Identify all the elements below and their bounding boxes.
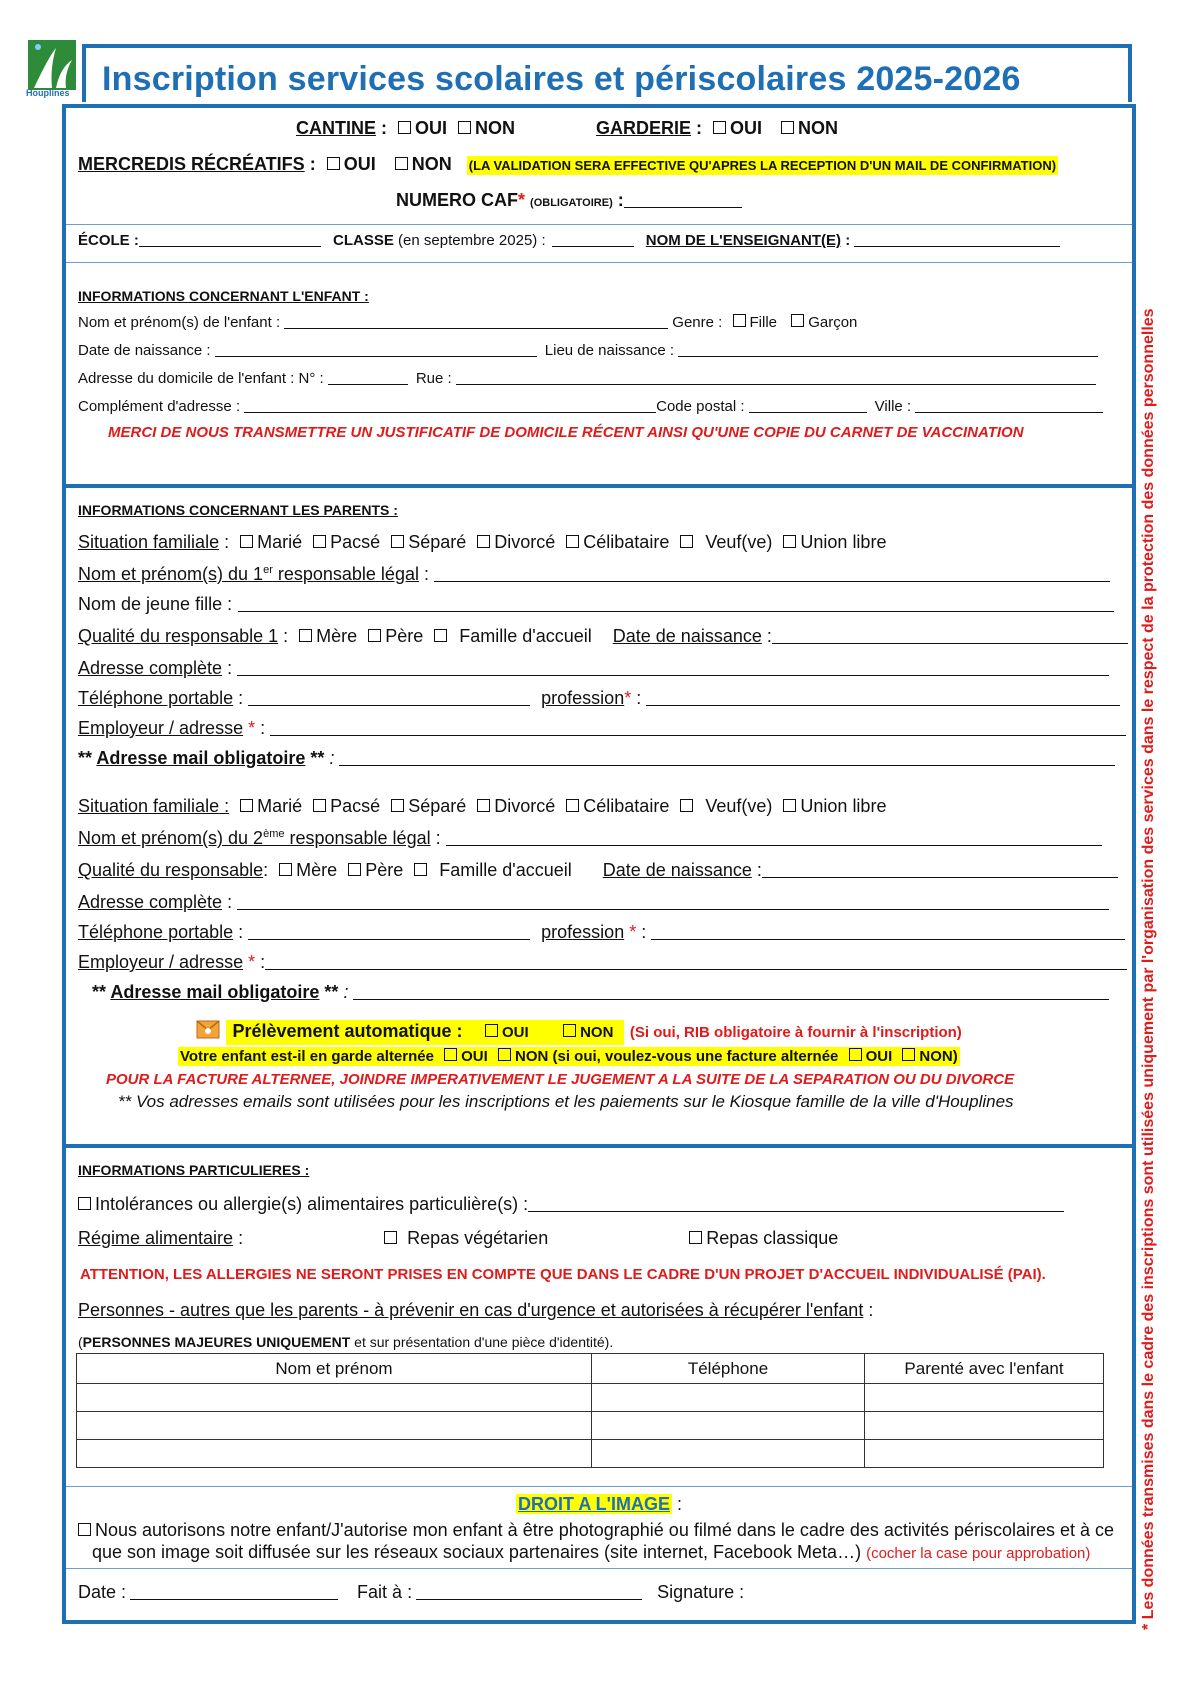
mercredis-non-checkbox[interactable] <box>395 157 408 170</box>
profession2-input[interactable] <box>651 925 1125 940</box>
child-notice: MERCI DE NOUS TRANSMETTRE UN JUSTIFICATIF DE DOMICILE RÉCENT AINSI QU'UNE COPIE DU CARNET DE VACCINATION <box>108 424 1024 441</box>
situation1-pacse-checkbox[interactable] <box>313 535 326 548</box>
prelevement-row <box>196 1018 962 1042</box>
situation2-pacse: Pacsé <box>330 796 381 816</box>
situation2-union: Union libre <box>800 796 887 816</box>
resp1-name-input[interactable] <box>434 567 1110 582</box>
majeures-bold: PERSONNES MAJEURES UNIQUEMENT <box>82 1334 351 1350</box>
attention-notice: ATTENTION, LES ALLERGIES NE SERONT PRISES EN COMPTE QUE DANS LE CADRE D'UN PROJET D'ACCUEIL INDIVIDUALISÉ (PAI). <box>80 1266 1046 1283</box>
garde-end: NON) <box>919 1048 958 1065</box>
image-line2: que son image soit diffusée sur les réseaux sociaux partenaires (site internet, Facebook Meta…) <box>92 1542 862 1562</box>
qualite1-pere: Père <box>385 626 424 646</box>
facture-oui: OUI <box>865 1048 893 1065</box>
droit-image-heading: DROIT A L'IMAGE <box>518 1494 670 1514</box>
profession1-label: profession <box>541 688 625 708</box>
employeur2-label: Employeur / adresse <box>78 952 244 972</box>
rue-label: Rue : <box>415 370 452 387</box>
personnes-label: Personnes - autres que les parents - à prévenir en cas d'urgence et autorisées à récupérer l'enfant <box>78 1300 864 1320</box>
situation1-marie: Marié <box>257 532 303 552</box>
situation2-marie-checkbox[interactable] <box>240 799 253 812</box>
resp1-name-row: Nom et prénom(s) du 1er responsable légal : <box>78 564 1110 585</box>
caf-input[interactable] <box>624 193 742 208</box>
child-birth-row <box>78 342 1098 359</box>
mail1-input[interactable] <box>339 751 1115 766</box>
prelevement-note: (Si oui, RIB obligatoire à fournir à l'inscription) <box>629 1024 962 1041</box>
situation1-pacse: Pacsé <box>330 532 381 552</box>
side-note: * Les données transmises dans le cadre des inscriptions sont utilisées uniquement par l'organisation des services dans le respect de la protection des données personnelles <box>1140 308 1157 1630</box>
mail2-label: Adresse mail obligatoire <box>110 982 320 1002</box>
fait-input[interactable] <box>416 1585 642 1600</box>
resp2-name-row: Nom et prénom(s) du 2ème responsable légal : <box>78 828 1102 849</box>
qualite2-famille-checkbox[interactable] <box>414 863 427 876</box>
situation1-celibataire-checkbox[interactable] <box>566 535 579 548</box>
table-cell[interactable] <box>865 1384 1104 1412</box>
col-telephone: Téléphone <box>592 1354 865 1384</box>
garde-non-checkbox[interactable] <box>498 1048 511 1061</box>
ecole-label: ÉCOLE : <box>78 232 139 249</box>
signature-label: Signature : <box>657 1582 745 1602</box>
qualite2-mere: Mère <box>296 860 338 880</box>
birth-input[interactable] <box>215 342 537 357</box>
garde-oui-checkbox[interactable] <box>444 1048 457 1061</box>
employeur1-row: Employeur / adresse * : <box>78 718 1126 739</box>
enseignant-input[interactable] <box>854 232 1060 247</box>
situation2-separe-checkbox[interactable] <box>391 799 404 812</box>
table-header-row <box>77 1354 1104 1384</box>
cantine-non-label: NON <box>475 118 516 138</box>
employeur1-label: Employeur / adresse <box>78 718 244 738</box>
image-consent-checkbox[interactable] <box>78 1523 91 1536</box>
signature-row <box>78 1582 744 1603</box>
situation1-separe: Séparé <box>408 532 467 552</box>
school-row: ÉCOLE : CLASSE (en septembre 2025) : NOM DE L'ENSEIGNANT(E) : <box>78 232 1060 249</box>
garde-row <box>178 1048 960 1065</box>
qualite2-label: Qualité du responsable <box>78 860 264 880</box>
classe-note: (en septembre 2025) : <box>398 232 546 249</box>
situation2-veuf: Veuf(ve) <box>705 796 773 816</box>
classe-input[interactable] <box>552 232 634 247</box>
table-cell[interactable] <box>77 1384 592 1412</box>
adresse1-input[interactable] <box>237 661 1109 676</box>
parents-heading: INFORMATIONS CONCERNANT LES PARENTS : <box>78 502 398 518</box>
mercredis-label: MERCREDIS RÉCRÉATIFS <box>78 154 305 174</box>
situation2-union-checkbox[interactable] <box>783 799 796 812</box>
qualite2-famille: Famille d'accueil <box>439 860 572 880</box>
situation2-separe: Séparé <box>408 796 467 816</box>
adresse1-row: Adresse complète : <box>78 658 1109 679</box>
qualite1-pere-checkbox[interactable] <box>368 629 381 642</box>
allergies-checkbox[interactable] <box>78 1197 91 1210</box>
caf-row: NUMERO CAF* (OBLIGATOIRE) : <box>396 190 742 211</box>
complement-input[interactable] <box>244 398 656 413</box>
classe-label: CLASSE <box>333 232 394 249</box>
fait-label: Fait à : <box>357 1582 413 1602</box>
image-consent-row <box>78 1520 1114 1541</box>
postal-input[interactable] <box>749 398 867 413</box>
mail1-row: ** Adresse mail obligatoire ** : <box>78 748 1115 769</box>
table-row <box>77 1412 1104 1440</box>
mercredis-note: (LA VALIDATION SERA EFFECTIVE QU'APRES LA RECEPTION D'UN MAIL DE CONFIRMATION) <box>468 158 1057 173</box>
classique-checkbox[interactable] <box>689 1231 702 1244</box>
cantine-label: CANTINE <box>296 118 376 138</box>
prelevement-oui-checkbox[interactable] <box>485 1024 498 1037</box>
garderie-non-label: NON <box>798 118 839 138</box>
postal-label: Code postal : <box>656 398 745 415</box>
tel1-row: Téléphone portable : profession* : <box>78 688 1120 709</box>
garcon-checkbox[interactable] <box>791 314 804 327</box>
situation1-divorce: Divorcé <box>494 532 556 552</box>
ecole-input[interactable] <box>139 232 321 247</box>
qualite2-pere-checkbox[interactable] <box>348 863 361 876</box>
table-cell[interactable] <box>592 1412 865 1440</box>
situation1-separe-checkbox[interactable] <box>391 535 404 548</box>
dob1-input[interactable] <box>772 629 1128 644</box>
regime-label: Régime alimentaire <box>78 1228 234 1248</box>
situation2-veuf-checkbox[interactable] <box>680 799 693 812</box>
mail2-input[interactable] <box>353 985 1109 1000</box>
ville-input[interactable] <box>915 398 1103 413</box>
particulieres-heading: INFORMATIONS PARTICULIERES : <box>78 1162 310 1178</box>
qualite1-mere-checkbox[interactable] <box>299 629 312 642</box>
image-line1: Nous autorisons notre enfant/J'autorise mon enfant à être photographié ou filmé dans le cadre des activités périscolaires et à ce <box>95 1520 1115 1540</box>
situation2-celibataire: Célibataire <box>583 796 670 816</box>
situation2-divorce-checkbox[interactable] <box>477 799 490 812</box>
mail1-label: Adresse mail obligatoire <box>96 748 306 768</box>
situation1-veuf-checkbox[interactable] <box>680 535 693 548</box>
prelevement-label: Prélèvement automatique : <box>232 1021 463 1041</box>
garde-oui: OUI <box>461 1048 488 1065</box>
employeur2-row: Employeur / adresse * : <box>78 952 1127 973</box>
prelevement-non: NON <box>580 1024 614 1041</box>
garderie-label: GARDERIE <box>596 118 692 138</box>
emails-note: ** Vos adresses emails sont utilisées pour les inscriptions et les paiements sur le Kiosque famille de la ville d'Houplines <box>118 1092 1014 1111</box>
allergies-label: Intolérances ou allergie(s) alimentaires particulière(s) : <box>95 1194 529 1214</box>
classique-label: Repas classique <box>706 1228 839 1248</box>
adresse2-input[interactable] <box>237 895 1109 910</box>
situation2-row: Situation familiale : Marié Pacsé Séparé Divorcé Célibataire Veuf(ve) Union libre <box>78 796 887 816</box>
complement-label: Complément d'adresse : <box>78 398 241 415</box>
situation2-label: Situation familiale <box>78 796 220 816</box>
regime-row: Régime alimentaire : Repas végétarien Repas classique <box>78 1228 839 1248</box>
table-cell[interactable] <box>77 1412 592 1440</box>
tel1-input[interactable] <box>248 691 530 706</box>
tel2-label: Téléphone portable <box>78 922 234 942</box>
title-box <box>82 44 1132 102</box>
mail2-row: ** Adresse mail obligatoire ** : <box>92 982 1109 1003</box>
num-input[interactable] <box>328 370 408 385</box>
form-box <box>62 104 1136 1624</box>
situation1-union-checkbox[interactable] <box>783 535 796 548</box>
child-address-row <box>78 370 1096 387</box>
image-consent-row2 <box>92 1542 1090 1563</box>
cantine-non-checkbox[interactable] <box>458 121 471 134</box>
cantine-row: CANTINE : OUI NON <box>296 118 516 138</box>
qualite1-label: Qualité du responsable 1 <box>78 626 279 646</box>
enseignant-label: NOM DE L'ENSEIGNANT(E) <box>645 232 842 249</box>
situation2-pacse-checkbox[interactable] <box>313 799 326 812</box>
maiden-row <box>78 594 1114 615</box>
qualite2-mere-checkbox[interactable] <box>279 863 292 876</box>
tel1-label: Téléphone portable <box>78 688 234 708</box>
droit-image-heading-row: DROIT A L'IMAGE : <box>518 1494 682 1514</box>
personnes-row: Personnes - autres que les parents - à prévenir en cas d'urgence et autorisées à récupérer l'enfant : <box>78 1300 874 1320</box>
situation1-marie-checkbox[interactable] <box>240 535 253 548</box>
adresse2-row: Adresse complète : <box>78 892 1109 913</box>
child-name-label: Nom et prénom(s) de l'enfant : <box>78 314 281 331</box>
envelope-icon <box>196 1018 222 1040</box>
maiden-input[interactable] <box>238 597 1114 612</box>
resp1-label-b: responsable légal <box>272 564 419 584</box>
child-name-input[interactable] <box>284 314 668 329</box>
allergies-input[interactable] <box>528 1197 1064 1212</box>
col-nom: Nom et prénom <box>77 1354 592 1384</box>
caf-obligatoire: (OBLIGATOIRE) <box>530 197 613 209</box>
qualite1-row: Qualité du responsable 1 : Mère Père Famille d'accueil Date de naissance : <box>78 626 1128 647</box>
ville-label: Ville : <box>874 398 912 415</box>
situation1-divorce-checkbox[interactable] <box>477 535 490 548</box>
situation2-celibataire-checkbox[interactable] <box>566 799 579 812</box>
resp1-sup: er <box>263 564 273 576</box>
table-cell[interactable] <box>592 1384 865 1412</box>
allergies-row <box>78 1194 1064 1215</box>
situation1-label: Situation familiale <box>78 532 220 552</box>
prelevement-oui: OUI <box>501 1024 529 1041</box>
garcon-label: Garçon <box>808 314 858 331</box>
employeur2-input[interactable] <box>265 955 1127 970</box>
situation1-veuf: Veuf(ve) <box>705 532 773 552</box>
mercredis-row: MERCREDIS RÉCRÉATIFS : OUI NON (LA VALIDATION SERA EFFECTIVE QU'APRES LA RECEPTION D'UN MAIL DE CONFIRMATION) <box>78 154 1057 174</box>
situation2-marie: Marié <box>257 796 303 816</box>
prelevement-non-checkbox[interactable] <box>563 1024 576 1037</box>
resp2-sup: ème <box>263 828 285 840</box>
situation1-union: Union libre <box>800 532 887 552</box>
facture-non-checkbox[interactable] <box>902 1048 915 1061</box>
houplines-logo <box>26 38 80 102</box>
date-label: Date : <box>78 1582 127 1602</box>
table-cell[interactable] <box>865 1440 1104 1468</box>
table-cell[interactable] <box>592 1440 865 1468</box>
adresse1-label: Adresse complète <box>78 658 223 678</box>
profession1-input[interactable] <box>646 691 1120 706</box>
vegetarien-checkbox[interactable] <box>384 1231 397 1244</box>
child-heading: INFORMATIONS CONCERNANT L'ENFANT : <box>78 288 369 304</box>
situation2-divorce: Divorcé <box>494 796 556 816</box>
garderie-oui-label: OUI <box>730 118 763 138</box>
address-label: Adresse du domicile de l'enfant : N° : <box>78 370 324 387</box>
birthplace-label: Lieu de naissance : <box>544 342 675 359</box>
table-row <box>77 1384 1104 1412</box>
garde-mid: NON (si oui, voulez-vous une facture alternée <box>514 1048 839 1065</box>
table-row <box>77 1440 1104 1468</box>
situation1-celibataire: Célibataire <box>583 532 670 552</box>
garderie-non-checkbox[interactable] <box>781 121 794 134</box>
qualite1-famille: Famille d'accueil <box>459 626 592 646</box>
resp2-label-b: responsable légal <box>284 828 431 848</box>
caf-label: NUMERO CAF <box>396 190 518 210</box>
mercredis-oui-label: OUI <box>343 154 376 174</box>
garde-label: Votre enfant est-il en garde alternée <box>180 1048 434 1065</box>
dob2-input[interactable] <box>762 863 1118 878</box>
child-name-row <box>78 314 857 331</box>
qualite2-pere: Père <box>365 860 404 880</box>
qualite1-famille-checkbox[interactable] <box>434 629 447 642</box>
garderie-oui-checkbox[interactable] <box>713 121 726 134</box>
qualite2-row: Qualité du responsable: Mère Père Famille d'accueil Date de naissance : <box>78 860 1118 881</box>
tel2-input[interactable] <box>248 925 530 940</box>
dob1-label: Date de naissance <box>612 626 762 646</box>
mercredis-oui-checkbox[interactable] <box>327 157 340 170</box>
qualite1-mere: Mère <box>316 626 358 646</box>
mercredis-non-label: NON <box>411 154 452 174</box>
fille-checkbox[interactable] <box>733 314 746 327</box>
rue-input[interactable] <box>456 370 1096 385</box>
facture-oui-checkbox[interactable] <box>849 1048 862 1061</box>
birth-label: Date de naissance : <box>78 342 211 359</box>
date-input[interactable] <box>130 1585 338 1600</box>
vegetarien-label: Repas végétarien <box>407 1228 549 1248</box>
dob2-label: Date de naissance <box>602 860 752 880</box>
cantine-oui-checkbox[interactable] <box>398 121 411 134</box>
col-parente: Parenté avec l'enfant <box>865 1354 1104 1384</box>
birthplace-input[interactable] <box>678 342 1098 357</box>
image-line2-note: (cocher la case pour approbation) <box>866 1545 1091 1562</box>
emergency-contacts-table <box>76 1353 1104 1468</box>
table-cell[interactable] <box>865 1412 1104 1440</box>
garderie-row: GARDERIE : OUI NON <box>596 118 839 138</box>
situation1-row: Situation familiale : Marié Pacsé Séparé Divorcé Célibataire Veuf(ve) Union libre <box>78 532 887 552</box>
table-cell[interactable] <box>77 1440 592 1468</box>
maiden-label: Nom de jeune fille : <box>78 594 233 614</box>
majeures-row: (PERSONNES MAJEURES UNIQUEMENT et sur présentation d'une pièce d'identité). <box>78 1334 614 1350</box>
resp2-label-a: Nom et prénom(s) du 2 <box>78 828 264 848</box>
alternee-notice: POUR LA FACTURE ALTERNEE, JOINDRE IMPERATIVEMENT LE JUGEMENT A LA SUITE DE LA SEPARATION OU DU DIVORCE <box>106 1071 1015 1088</box>
resp1-label-a: Nom et prénom(s) du 1 <box>78 564 264 584</box>
fille-label: Fille <box>749 314 778 331</box>
majeures-rest: et sur présentation d'une pièce d'identité). <box>350 1334 614 1350</box>
page-title: Inscription services scolaires et périscolaires 2025-2026 <box>102 60 1021 98</box>
adresse2-label: Adresse complète <box>78 892 223 912</box>
child-complement-row <box>78 398 1103 415</box>
tel2-row: Téléphone portable : profession * : <box>78 922 1125 943</box>
logo-text: Houplines <box>26 88 70 98</box>
profession2-label: profession <box>541 922 625 942</box>
cantine-oui-label: OUI <box>415 118 448 138</box>
employeur1-input[interactable] <box>270 721 1126 736</box>
genre-label: Genre : <box>672 314 723 331</box>
resp2-name-input[interactable] <box>446 831 1102 846</box>
